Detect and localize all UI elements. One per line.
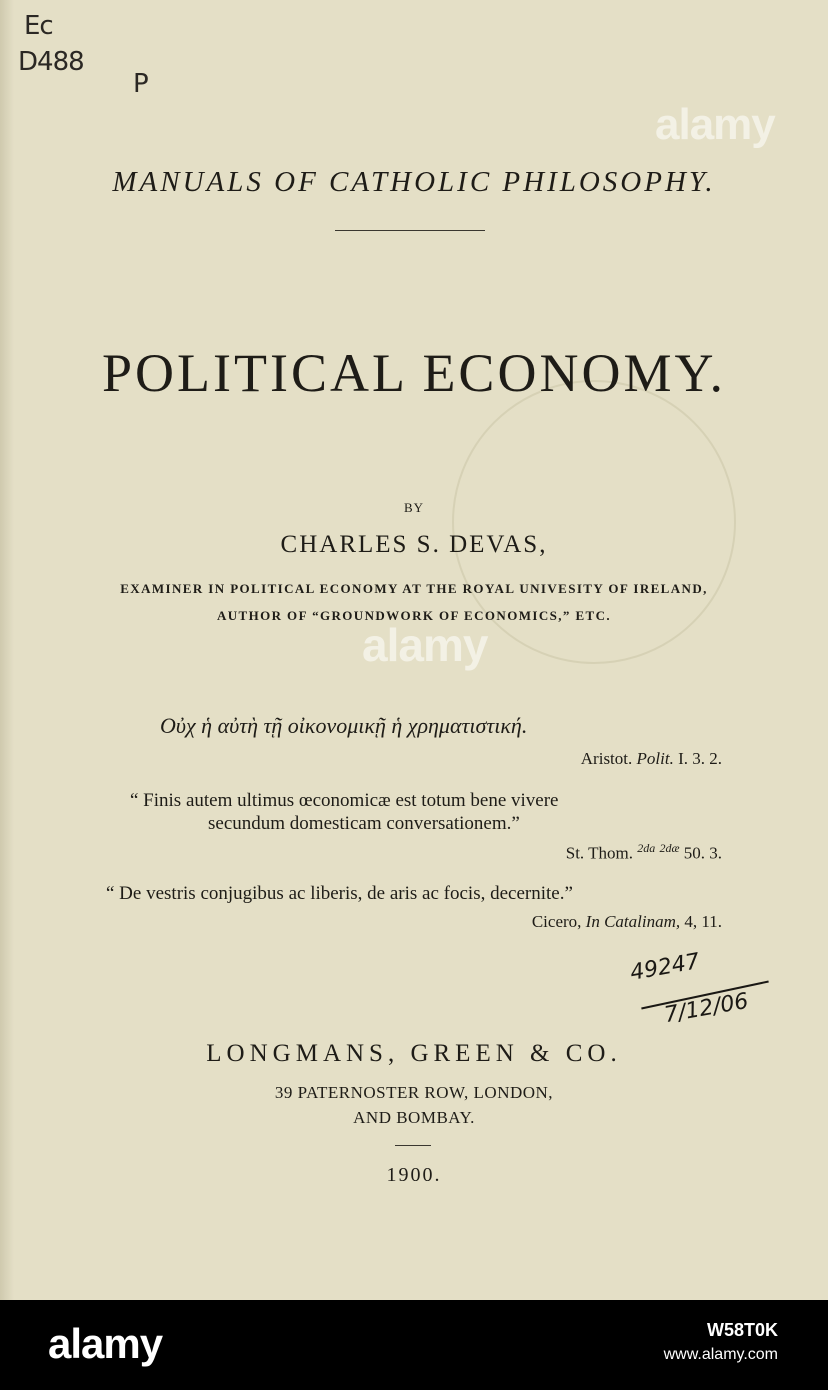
author-description-1: EXAMINER IN POLITICAL ECONOMY AT THE ROYAL UNIVESITY OF IRELAND, (120, 581, 708, 596)
call-number-line3: P (133, 69, 148, 99)
author-description-2: AUTHOR OF “GROUNDWORK OF ECONOMICS,” ETC. (216, 608, 612, 623)
latin-citation-1: St. Thom. $^{2da}$ $^{2dæ}$ 50. 3. (565, 841, 722, 863)
call-number-line2: D488 (18, 47, 84, 77)
series-title: MANUALS OF CATHOLIC PHILOSOPHY. (112, 166, 716, 198)
author-name: CHARLES S. DEVAS, (280, 531, 548, 558)
watermark-center: alamy (362, 619, 488, 671)
publisher-address-1: 39 PATERNOSTER ROW, LONDON, (274, 1083, 554, 1102)
publication-year: 1900. (386, 1164, 442, 1186)
footer-bar (0, 1300, 828, 1390)
latin-epigraph-1-line2: secundum domesticam conversationem.” (208, 813, 520, 834)
publisher-address-2: AND BOMBAY. (353, 1108, 475, 1127)
greek-citation: Aristot. Polit. I. 3. 2. (580, 749, 722, 768)
greek-epigraph: Οὐχ ἡ αὐτὴ τῇ οἰκονομικῇ ἡ χρηματιστική. (160, 713, 528, 738)
handwritten-accession-number: 49247 (628, 949, 702, 986)
footer-image-id: W58T0K (706, 1320, 778, 1340)
book-title: POLITICAL ECONOMY. (101, 343, 726, 403)
series-rule (335, 230, 485, 231)
handwritten-date: 7/12/06 (662, 988, 751, 1029)
by-label: BY (403, 500, 425, 515)
publisher: LONGMANS, GREEN & CO. (206, 1040, 622, 1067)
watermark-top: alamy (655, 100, 775, 149)
footer-url: www.alamy.com (663, 1346, 778, 1363)
call-number-line1: Ec (24, 11, 53, 41)
latin-citation-2: Cicero, In Catalinam, 4, 11. (531, 912, 722, 931)
year-rule (395, 1145, 431, 1146)
latin-epigraph-1-line1: “ Finis autem ultimus œconomicæ est totum bene vivere (130, 790, 559, 811)
latin-epigraph-2: “ De vestris conjugibus ac liberis, de aris ac focis, decernite.” (106, 883, 573, 904)
footer-logo: alamy (48, 1320, 163, 1367)
